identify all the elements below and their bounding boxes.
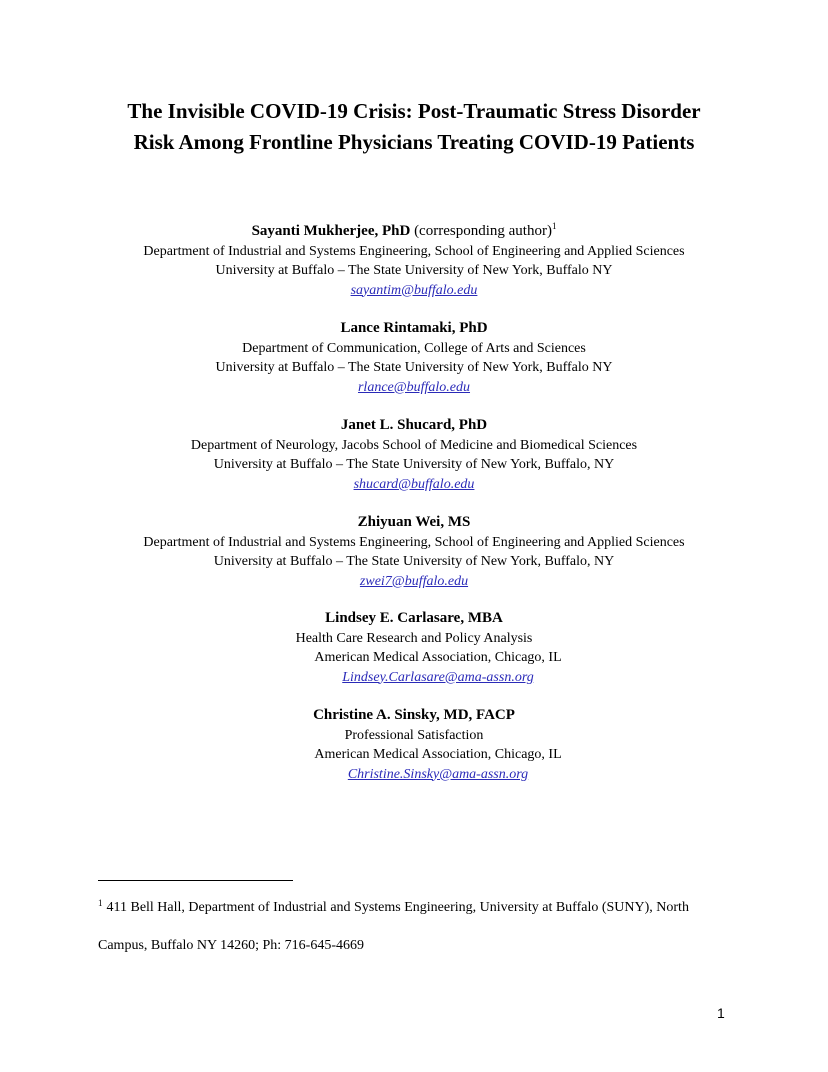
- author-email-link[interactable]: Lindsey.Carlasare@ama-assn.org: [342, 669, 534, 685]
- author-department: Department of Industrial and Systems Engineering, School of Engineering and Applied Sciences: [143, 534, 685, 550]
- author-email-link[interactable]: sayantim@buffalo.edu: [350, 282, 478, 298]
- paper-title: [0, 96, 828, 158]
- footnote: [98, 889, 738, 965]
- author-university: American Medical Association, Chicago, IL: [314, 747, 562, 762]
- author-block-6: [0, 706, 828, 784]
- author-name: Lindsey E. Carlasare, MBA: [325, 610, 503, 626]
- author-department: Professional Satisfaction: [344, 727, 484, 743]
- author-email-link[interactable]: zwei7@buffalo.edu: [359, 573, 469, 589]
- author-block-1: [0, 222, 828, 300]
- corresponding-author-note: (corresponding author): [414, 223, 552, 239]
- footnote-number: 1: [98, 898, 103, 908]
- footnote-separator: [98, 880, 293, 881]
- author-university: American Medical Association, Chicago, IL: [314, 650, 562, 665]
- author-name-line: [0, 222, 818, 242]
- footnote-text: 411 Bell Hall, Department of Industrial and Systems Engineering, University at Buffalo (SUNY), North Campus, Buffalo NY 14260; Ph: 716-645-4669: [98, 900, 689, 953]
- title-line-2: Risk Among Frontline Physicians Treating COVID-19 Patients: [133, 130, 695, 154]
- author-name: Zhiyuan Wei, MS: [357, 514, 471, 530]
- author-department: Health Care Research and Policy Analysis: [295, 630, 533, 646]
- author-name: Christine A. Sinsky, MD, FACP: [313, 707, 515, 723]
- author-name: Sayanti Mukherjee, PhD: [251, 223, 411, 239]
- author-university: University at Buffalo – The State University of New York, Buffalo NY: [215, 263, 613, 278]
- author-block-2: [0, 319, 828, 397]
- author-name: Janet L. Shucard, PhD: [340, 417, 488, 433]
- page-number: 1: [717, 1005, 725, 1021]
- author-block-4: [0, 513, 828, 591]
- author-department: Department of Communication, College of Arts and Sciences: [242, 340, 586, 356]
- author-university: University at Buffalo – The State University of New York, Buffalo, NY: [213, 457, 615, 472]
- title-line-1: The Invisible COVID-19 Crisis: Post-Traumatic Stress Disorder: [127, 99, 701, 123]
- author-email-link[interactable]: shucard@buffalo.edu: [353, 476, 475, 492]
- author-department: Department of Industrial and Systems Engineering, School of Engineering and Applied Sciences: [143, 243, 685, 259]
- author-department: Department of Neurology, Jacobs School of Medicine and Biomedical Sciences: [190, 437, 638, 453]
- author-university: University at Buffalo – The State University of New York, Buffalo NY: [215, 360, 613, 375]
- author-email-link[interactable]: rlance@buffalo.edu: [357, 379, 471, 395]
- author-university: University at Buffalo – The State University of New York, Buffalo, NY: [213, 554, 615, 569]
- author-name: Lance Rintamaki, PhD: [340, 320, 488, 336]
- author-block-5: [0, 609, 828, 687]
- author-email-link[interactable]: Christine.Sinsky@ama-assn.org: [347, 766, 529, 782]
- footnote-marker: 1: [551, 221, 557, 231]
- author-block-3: [0, 416, 828, 494]
